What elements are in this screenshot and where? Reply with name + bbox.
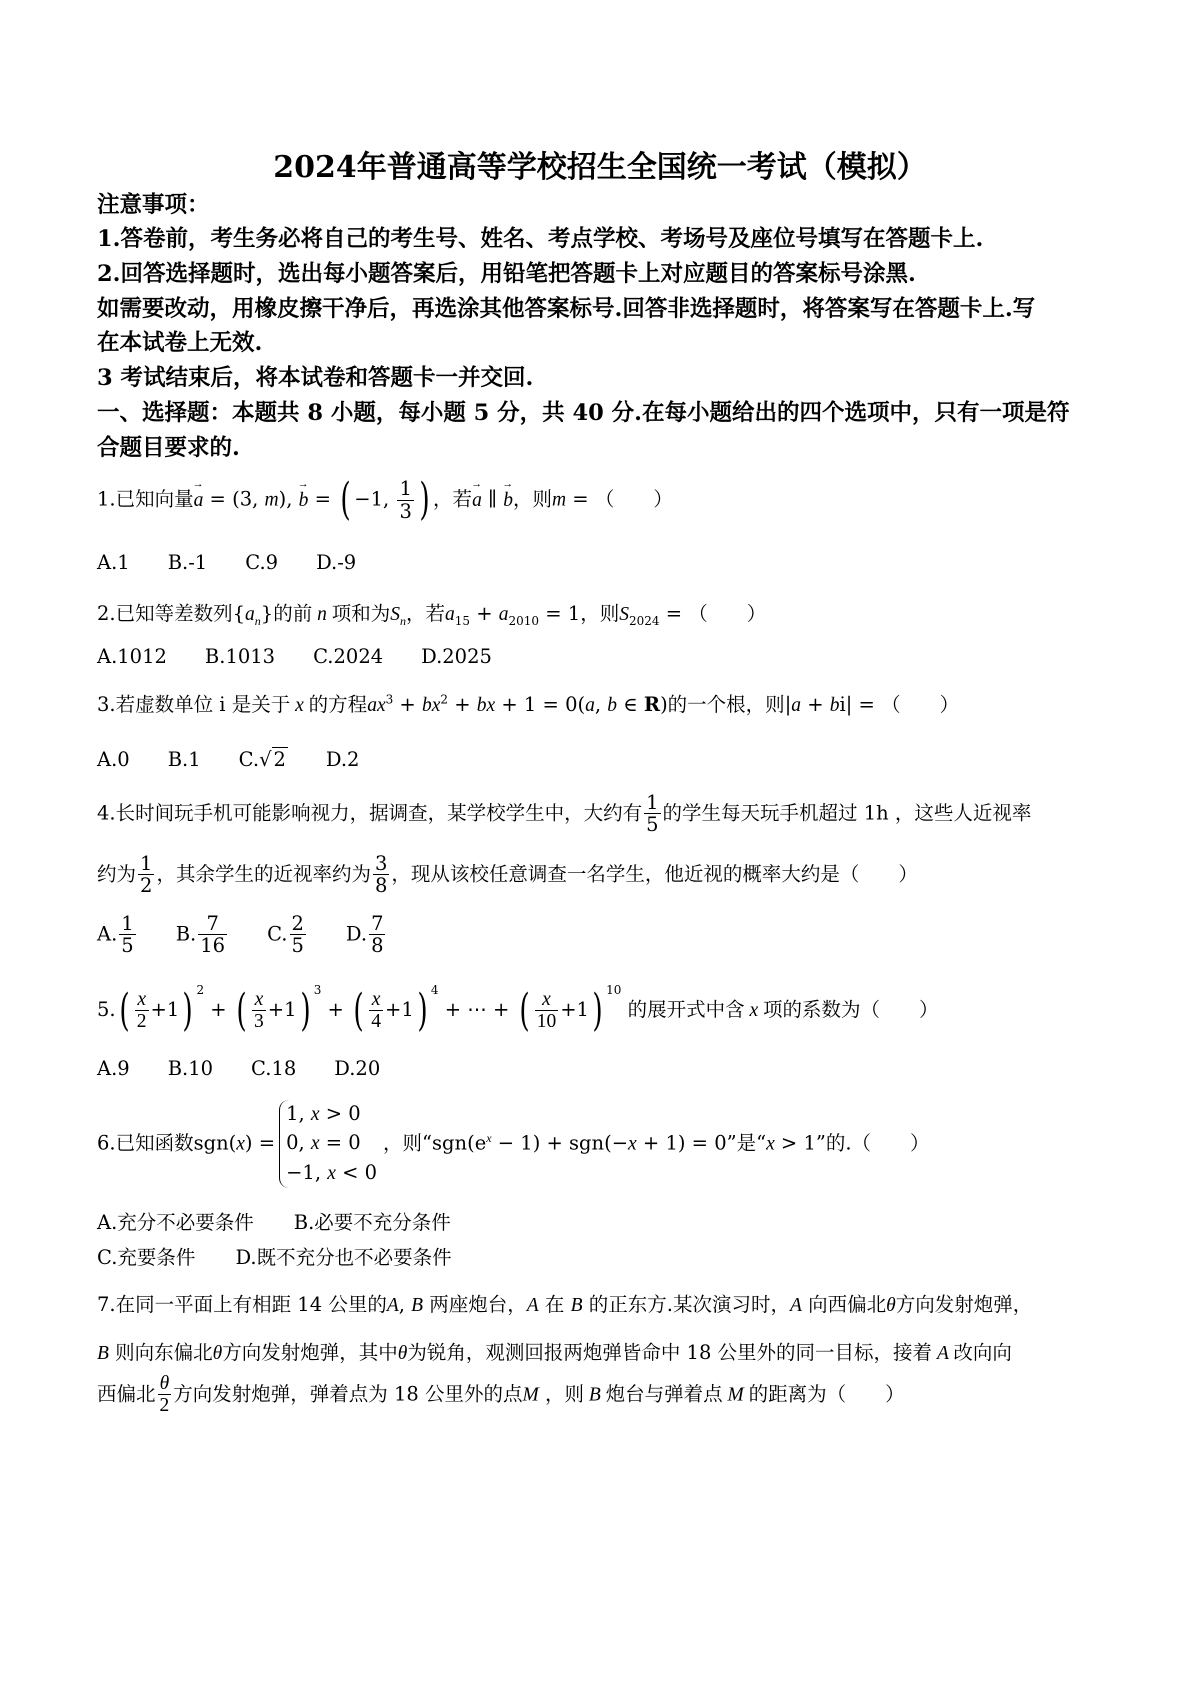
question-5: 5.( $\frac{x}{2}$ +1) $^2$ + ( $\frac{x}{3}$ +1) $^3$ + ( $\frac{x}{4}$ +1) $^4$ + ⋯ + ( $\frac{x}{10}$ +1) $^{10}$ 的展开式中含 x 项的系数为（ ） [97, 983, 939, 1036]
question-3-options [97, 748, 397, 771]
question-6-options-row-1 [97, 1207, 451, 1235]
option-b[interactable]: B.10 [167, 1057, 214, 1080]
option-c[interactable]: C.充要条件 [97, 1246, 196, 1269]
notice-heading: 注意事项： [97, 192, 210, 218]
option-d[interactable]: D. $\frac{7}{8}$ [345, 912, 384, 958]
option-c[interactable]: C. $\frac{2}{5}$ [267, 912, 304, 958]
question-2-options [97, 645, 530, 668]
section-heading-cont: 合题目要求的. [97, 435, 240, 461]
option-d[interactable]: D.既不充分也不必要条件 [235, 1246, 452, 1269]
question-2: 2.已知等差数列$\{a_n\}$的前 n 项和为$S_n$，若$a_{15} + a_{2010} = 1$，则$S_{2024}$ = （ ） [97, 602, 767, 628]
question-1-options [97, 551, 394, 574]
question-4-line-2: 约为 $\frac{1}{2}$ ，其余学生的近视率约为 $\frac{3}{8}$ ，现从该校任意调查一名学生，他近视的概率大约是（ ） [97, 852, 918, 898]
question-3: 3.若虚数单位 i 是关于 x 的方程$ax^3 + bx^2$ + bx + 1 = 0(a, b ∈ R)的一个根，则|a + bi| = （ ） [97, 692, 960, 716]
section-heading: 一、选择题：本题共 8 小题，每小题 5 分，共 40 分.在每小题给出的四个选项中，只有一项是符 [97, 400, 1070, 426]
question-4-line-1: 4.长时间玩手机可能影响视力，据调查，某学校学生中，大约有 $\frac{1}{5}$ 的学生每天玩手机超过 1h ，这些人近视率 [97, 791, 1032, 837]
notice-item-2: 2.回答选择题时，选出每小题答案后，用铅笔把答题卡上对应题目的答案标号涂黑. [97, 261, 916, 287]
question-4-options [97, 913, 425, 957]
option-b[interactable]: B. $\frac{7}{16}$ [175, 912, 226, 958]
option-d[interactable]: D.2025 [421, 645, 492, 668]
question-7-line-1: 7.在同一平面上有相距 14 公里的A, B 两座炮台，A 在 B 的正东方.某次演习时，A 向西偏北θ方向发射炮弹， [97, 1293, 1033, 1316]
option-c[interactable]: C.2024 [313, 645, 384, 668]
option-b[interactable]: B.1013 [204, 645, 276, 668]
option-a[interactable]: A.9 [97, 1057, 130, 1080]
notice-item-1: 1.答卷前，考生务必将自己的考生号、姓名、考点学校、考场号及座位号填写在答题卡上. [97, 226, 984, 252]
option-a[interactable]: A.1012 [97, 645, 167, 668]
notice-item-2b: 如需要改动，用橡皮擦干净后，再选涂其他答案标号.回答非选择题时，将答案写在答题卡上.写 [97, 296, 1036, 322]
option-a[interactable]: A.0 [97, 748, 130, 771]
option-d[interactable]: D.2 [325, 748, 360, 771]
option-a[interactable]: A. $\frac{1}{5}$ [97, 912, 134, 958]
option-b[interactable]: B.-1 [167, 551, 208, 574]
option-d[interactable]: D.20 [334, 1057, 381, 1080]
question-6: 6.已知函数sgn(x) = 1, x > 0 0, x = 0 −1, x < 0 ，则“$sgn(e^x - 1) + sgn(-x + 1) = 0$”是“x > 1”的.（ ） [97, 1100, 930, 1188]
option-b[interactable]: B.1 [167, 748, 201, 771]
question-1: 1.已知向量→ a = (3, m), → b = ( −1, $\frac{1}{3}$ ) ，若→ a ∥ → b，则m = （ ） [97, 478, 673, 522]
option-d[interactable]: D.-9 [316, 551, 357, 574]
page-title: 2024年普通高等学校招生全国统一考试（模拟） [273, 150, 927, 185]
option-c[interactable]: C.√ 2 [238, 748, 286, 771]
question-7-line-3: 西偏北 $\frac{\theta}{2}$ 方向发射炮弹，弹着点为 18 公里外的点M ，则 B 炮台与弹着点 M 的距离为（ ） [97, 1373, 905, 1417]
question-5-options [97, 1057, 418, 1080]
option-b[interactable]: B.必要不充分条件 [293, 1211, 451, 1234]
option-c[interactable]: C.9 [245, 551, 279, 574]
notice-item-3: 3 考试结束后，将本试卷和答题卡一并交回. [97, 365, 534, 391]
option-c[interactable]: C.18 [251, 1057, 297, 1080]
notice-item-2c: 在本试卷上无效. [97, 330, 263, 356]
question-7-line-2: B 则向东偏北θ方向发射炮弹，其中θ为锐角，观测回报两炮弹皆命中 18 公里外的同一目标，接着 A 改向向 [97, 1341, 1012, 1364]
question-6-options-row-2 [97, 1242, 452, 1270]
option-a[interactable]: A.充分不必要条件 [97, 1211, 254, 1234]
option-a[interactable]: A.1 [97, 551, 130, 574]
